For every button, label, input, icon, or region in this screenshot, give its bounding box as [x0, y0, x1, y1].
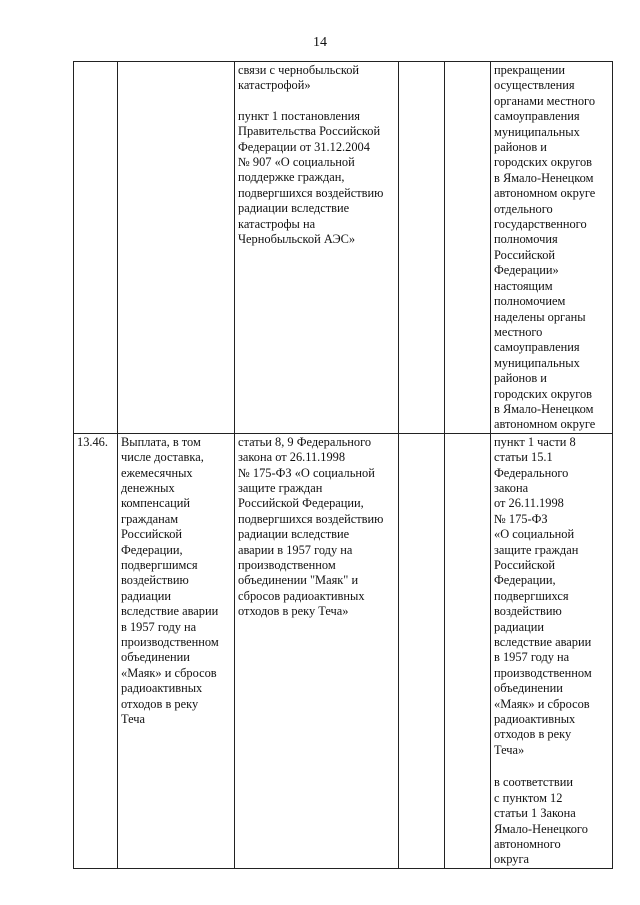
legal-basis-text: связи с чернобыльской катастрофой» — [238, 63, 360, 93]
powers-table — [73, 61, 613, 869]
cell-legal-basis — [235, 62, 399, 434]
cell-empty — [445, 433, 491, 868]
legal-basis-text: пункт 1 постановления Правительства Российской Федерации от 31.12.2004 № 907 «О социальной поддержке граждан, подвергшихся воздействию радиации вследствие катастрофы на Чернобыльской АЭС» — [238, 108, 384, 247]
authority-text: прекращении осуществления органами местного самоуправления муниципальных районов и городских округов в Ямало-Ненецком автономном округе отдельного государственного полномочия Российской Федерации» настоящим полномочием наделены органы местного самоуправления муниципальных районов и городских округов в Ямало-Ненецком автономном округе — [494, 63, 596, 432]
cell-authority — [491, 433, 613, 868]
cell-power-name: Выплата, в том числе доставка, ежемесячных денежных компенсаций гражданам Российской Федерации, подвергшимся воздействию радиации вследствие аварии в 1957 году на производственном объединении «Маяк» и сбросов радиоактивных отходов в реку Теча — [118, 433, 235, 868]
authority-text: в соответствии с пунктом 12 статьи 1 Закона Ямало-Ненецкого автономного округа — [494, 775, 588, 867]
cell-legal-basis — [235, 433, 399, 868]
page-number: 14 — [313, 35, 327, 50]
cell-empty — [399, 433, 445, 868]
table-row — [74, 433, 613, 868]
legal-basis-text: статьи 8, 9 Федерального закона от 26.11.1998 № 175-ФЗ «О социальной защите граждан Российской Федерации, подвергшихся воздействию радиации вследствие аварии в 1957 году на производственном объединении "Маяк" и сбросов радиоактивных отходов в реку Теча» — [238, 434, 384, 619]
cell-empty — [445, 62, 491, 434]
cell-number — [74, 62, 118, 434]
table-row — [74, 62, 613, 434]
cell-empty — [399, 62, 445, 434]
cell-power-name — [118, 62, 235, 434]
cell-number: 13.46. — [74, 433, 118, 868]
cell-authority — [491, 62, 613, 434]
authority-text: пункт 1 части 8 статьи 15.1 Федерального закона от 26.11.1998 № 175-ФЗ «О социальной защите граждан Российской Федерации, подвергшихся воздействию радиации вследствие аварии в 1957 году на производственном объединении «Маяк» и сбросов радиоактивных отходов в реку Теча» — [494, 434, 592, 757]
